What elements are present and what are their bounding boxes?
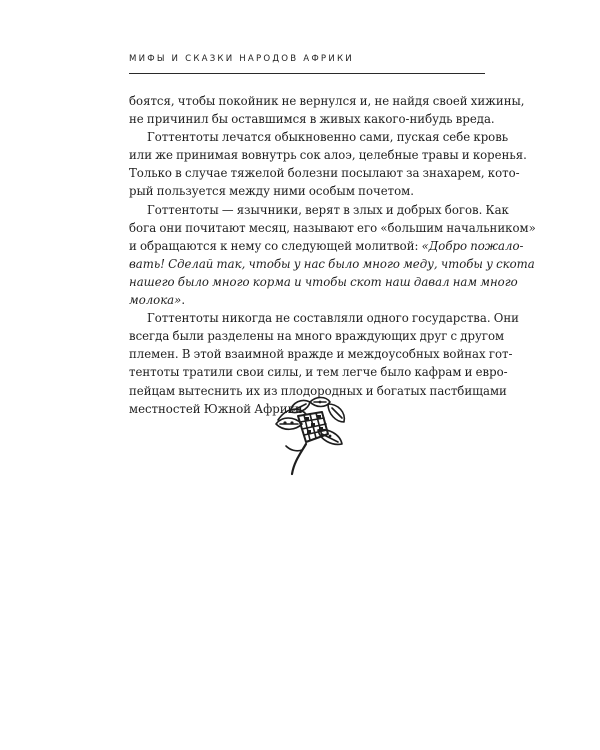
text-line: Только в случае тяжелой болезни посылают за знахарем, кото- [129,166,520,181]
prayer-line: нашего было много корма и чтобы скот наш давал нам много [129,274,518,289]
text-line: бога они почитают месяц, называют его «большим начальником» [129,220,536,235]
text-line: тентоты тратили свои силы, и тем легче было кафрам и евро- [129,365,508,380]
text-line [129,237,524,255]
text-line: местностей Южной Африки. [129,401,307,416]
text-line: не причинил бы оставшимся в живых какого-нибудь вреда. [129,112,495,127]
text-line: боятся, чтобы покойник не вернулся и, не найдя своей хижины, [129,94,525,108]
text-line: всегда были разделены на много враждующих друг с другом [129,329,505,344]
text-fragment: . [181,293,186,308]
text-line [129,291,486,309]
text-line: пейцам вытеснить их из плодородных и богатых пастбищами [129,383,507,398]
prayer-text: молока» [129,293,182,308]
text-line: или же принимая вовнутрь сок алоэ, целебные травы и коренья. [129,148,527,163]
text-line: Готтентоты лечатся обыкновенно сами, пуская себе кровь [147,130,509,145]
text-line: рый пользуется между ними особым почетом. [129,184,414,199]
prayer-line: вать! Сделай так, чтобы у нас было много меду, чтобы у скота [129,256,535,271]
header-rule [129,73,485,74]
prayer-text: «Добро пожало- [421,238,524,253]
text-line: племен. В этой взаимной вражде и междоусобных войнах гот- [129,347,513,362]
text-fragment: и обращаются к нему со следующей молитвой: [129,238,422,253]
floral-ornament-icon [272,394,350,478]
running-head: МИФЫ И СКАЗКИ НАРОДОВ АФРИКИ [129,54,354,64]
text-line: Готтентоты никогда не составляли одного государства. Они [147,311,519,326]
body-text [129,92,536,418]
text-line: Готтентоты — язычники, верят в злых и добрых богов. Как [147,202,509,217]
